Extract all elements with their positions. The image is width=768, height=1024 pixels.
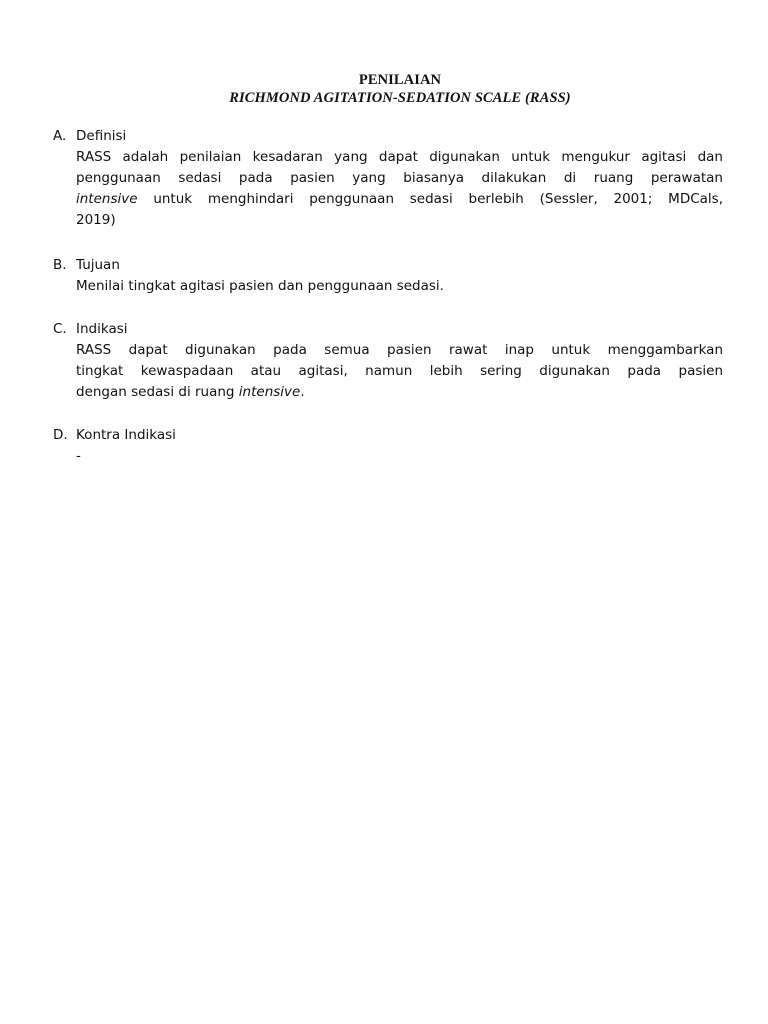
italic-term: intensive [238, 384, 301, 400]
section-heading [53, 255, 723, 276]
document-title: PENILAIAN [358, 72, 442, 88]
section-letter: A. [53, 128, 67, 144]
section-letter: C. [53, 321, 67, 337]
body-line: RASS adalah penilaian kesadaran yang dapat digunakan untuk mengukur agitasi dan [76, 149, 723, 165]
section-title: Definisi [76, 128, 127, 144]
section-heading [53, 126, 723, 147]
section-heading [53, 319, 723, 340]
body-line [76, 189, 723, 210]
section-title: Kontra Indikasi [76, 427, 176, 443]
body-line: Menilai tingkat agitasi pasien dan penggunaan sedasi. [76, 278, 444, 294]
body-text: dengan sedasi di ruang [76, 384, 239, 400]
section-body [76, 147, 723, 231]
section-indikasi [53, 319, 723, 403]
document-subtitle: RICHMOND AGITATION-SEDATION SCALE (RASS) [229, 90, 571, 106]
body-line: RASS dapat digunakan pada semua pasien rawat inap untuk menggambarkan [76, 342, 723, 358]
section-tujuan [53, 255, 723, 297]
section-definisi [53, 126, 723, 231]
body-line: 2019) [76, 212, 116, 228]
body-line: tingkat kewaspadaan atau agitasi, namun lebih sering digunakan pada pasien [76, 363, 723, 379]
body-text: . [300, 384, 305, 400]
section-title: Tujuan [76, 257, 120, 273]
section-body [76, 276, 723, 297]
section-kontra-indikasi [53, 425, 723, 467]
section-heading [53, 425, 723, 446]
section-title: Indikasi [76, 321, 128, 337]
italic-term: intensive [76, 191, 138, 207]
section-body [76, 446, 723, 467]
section-letter: D. [53, 427, 68, 443]
body-line: - [76, 448, 81, 464]
section-body [76, 340, 723, 403]
body-line [76, 382, 723, 403]
body-line: penggunaan sedasi pada pasien yang biasanya dilakukan di ruang perawatan [76, 170, 723, 186]
section-letter: B. [53, 257, 67, 273]
body-text: untuk menghindari penggunaan sedasi berlebih (Sessler, 2001; MDCals, [137, 191, 723, 207]
